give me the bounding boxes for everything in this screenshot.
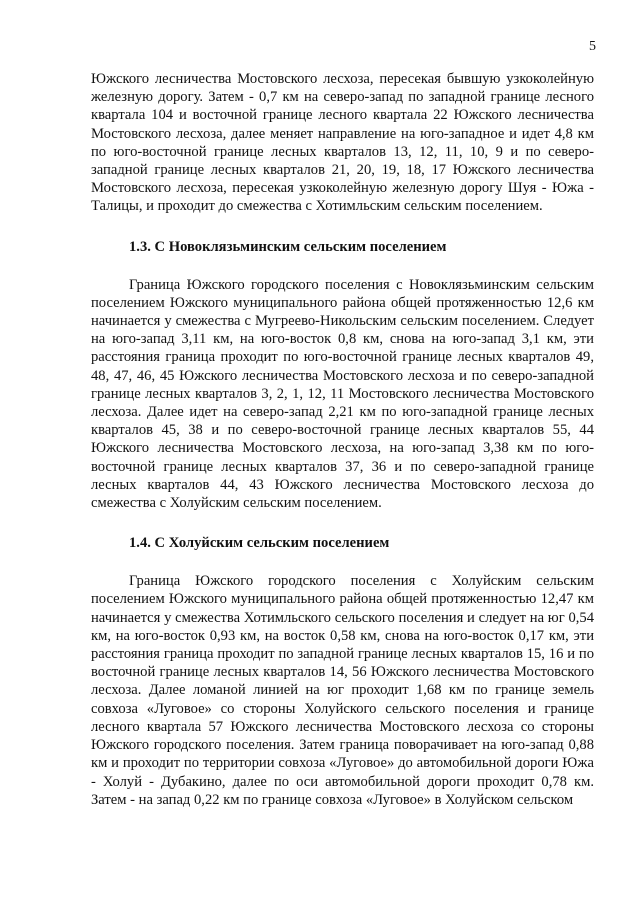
section-1-4-paragraph: Граница Южского городского поселения с Холуйским сельским поселением Южского муниципального района общей протяженностью 12,47 км начинается у смежества Хотимльского сельского поселения и следует на юг 0,54 км, на юго-восток 0,93 км, на восток 0,58 км, снова на юго-восток 0,17 км, эти расстояния граница проходит по западной границе лесных кварталов 15, 16 и по восточной границе лесных кварталов 14, 56 Южского лесничества Мостовского лесхоза. Далее ломаной линией на юг проходит 1,68 км по границе земель совхоза «Луговое» со стороны Холуйского сельского поселения и границе лесного квартала 57 Южского лесничества Мостовского лесхоза со стороны Южского городского поселения. Затем граница поворачивает на юго-запад 0,88 км и проходит по территории совхоза «Луговое» до автомобильной дороги Южа - Холуй - Дубакино, далее по оси автомобильной дороги проходит 0,78 км. Затем - на запад 0,22 км по границе совхоза «Луговое» в Холуйском сельском xyxy=(91,573,594,808)
document-body xyxy=(91,70,594,809)
page-number: 5 xyxy=(589,39,596,54)
section-heading-1-4: 1.4. С Холуйским сельским поселением xyxy=(129,535,390,552)
paragraph-continuation: Южского лесничества Мостовского лесхоза, пересекая бывшую узкоколейную железную дорогу. Затем - 0,7 км на северо-запад по западной границе лесного квартала 104 и восточной границе лесного квартала 22 Южского лесничества Мостовского лесхоза, далее меняет направление на юго-западное и идет 4,8 км по юго-восточной границе лесных кварталов 13, 12, 11, 10, 9 и по северо-западной границе лесных кварталов 21, 20, 19, 18, 17 Южского лесничества Мостовского лесхоза, пересекая узкоколейную железную дорогу Шуя - Южа - Талицы, и проходит до смежества с Хотимльским сельским поселением. xyxy=(91,71,594,215)
section-1-3-paragraph: Граница Южского городского поселения с Новоклязьминским сельским поселением Южского муниципального района общей протяженностью 12,6 км начинается у смежества с Мугреево-Никольским сельским поселением. Следует на юго-запад 3,11 км, на юго-восток 0,8 км, снова на юго-запад 3,1 км, эти расстояния граница проходит по юго-восточной границе лесных кварталов 49, 48, 47, 46, 45 Южского лесничества Мостовского лесхоза и по северо-западной границе лесных кварталов 3, 2, 1, 12, 11 Мостовского лесничества Мостовского лесхоза. Далее идет на северо-запад 2,21 км по юго-западной границе лесных кварталов 45, 38 и по северо-восточной границе лесных кварталов 55, 44 Южского лесничества Мостовского лесхоза, на юго-запад 3,38 км по юго-восточной границе лесных кварталов 37, 36 и по северо-западной границе лесных кварталов 44, 43 Южского лесничества Мостовского лесхоза до смежества с Холуйским сельским поселением. xyxy=(91,276,594,512)
section-heading-1-3: 1.3. С Новоклязьминским сельским поселением xyxy=(129,238,447,255)
